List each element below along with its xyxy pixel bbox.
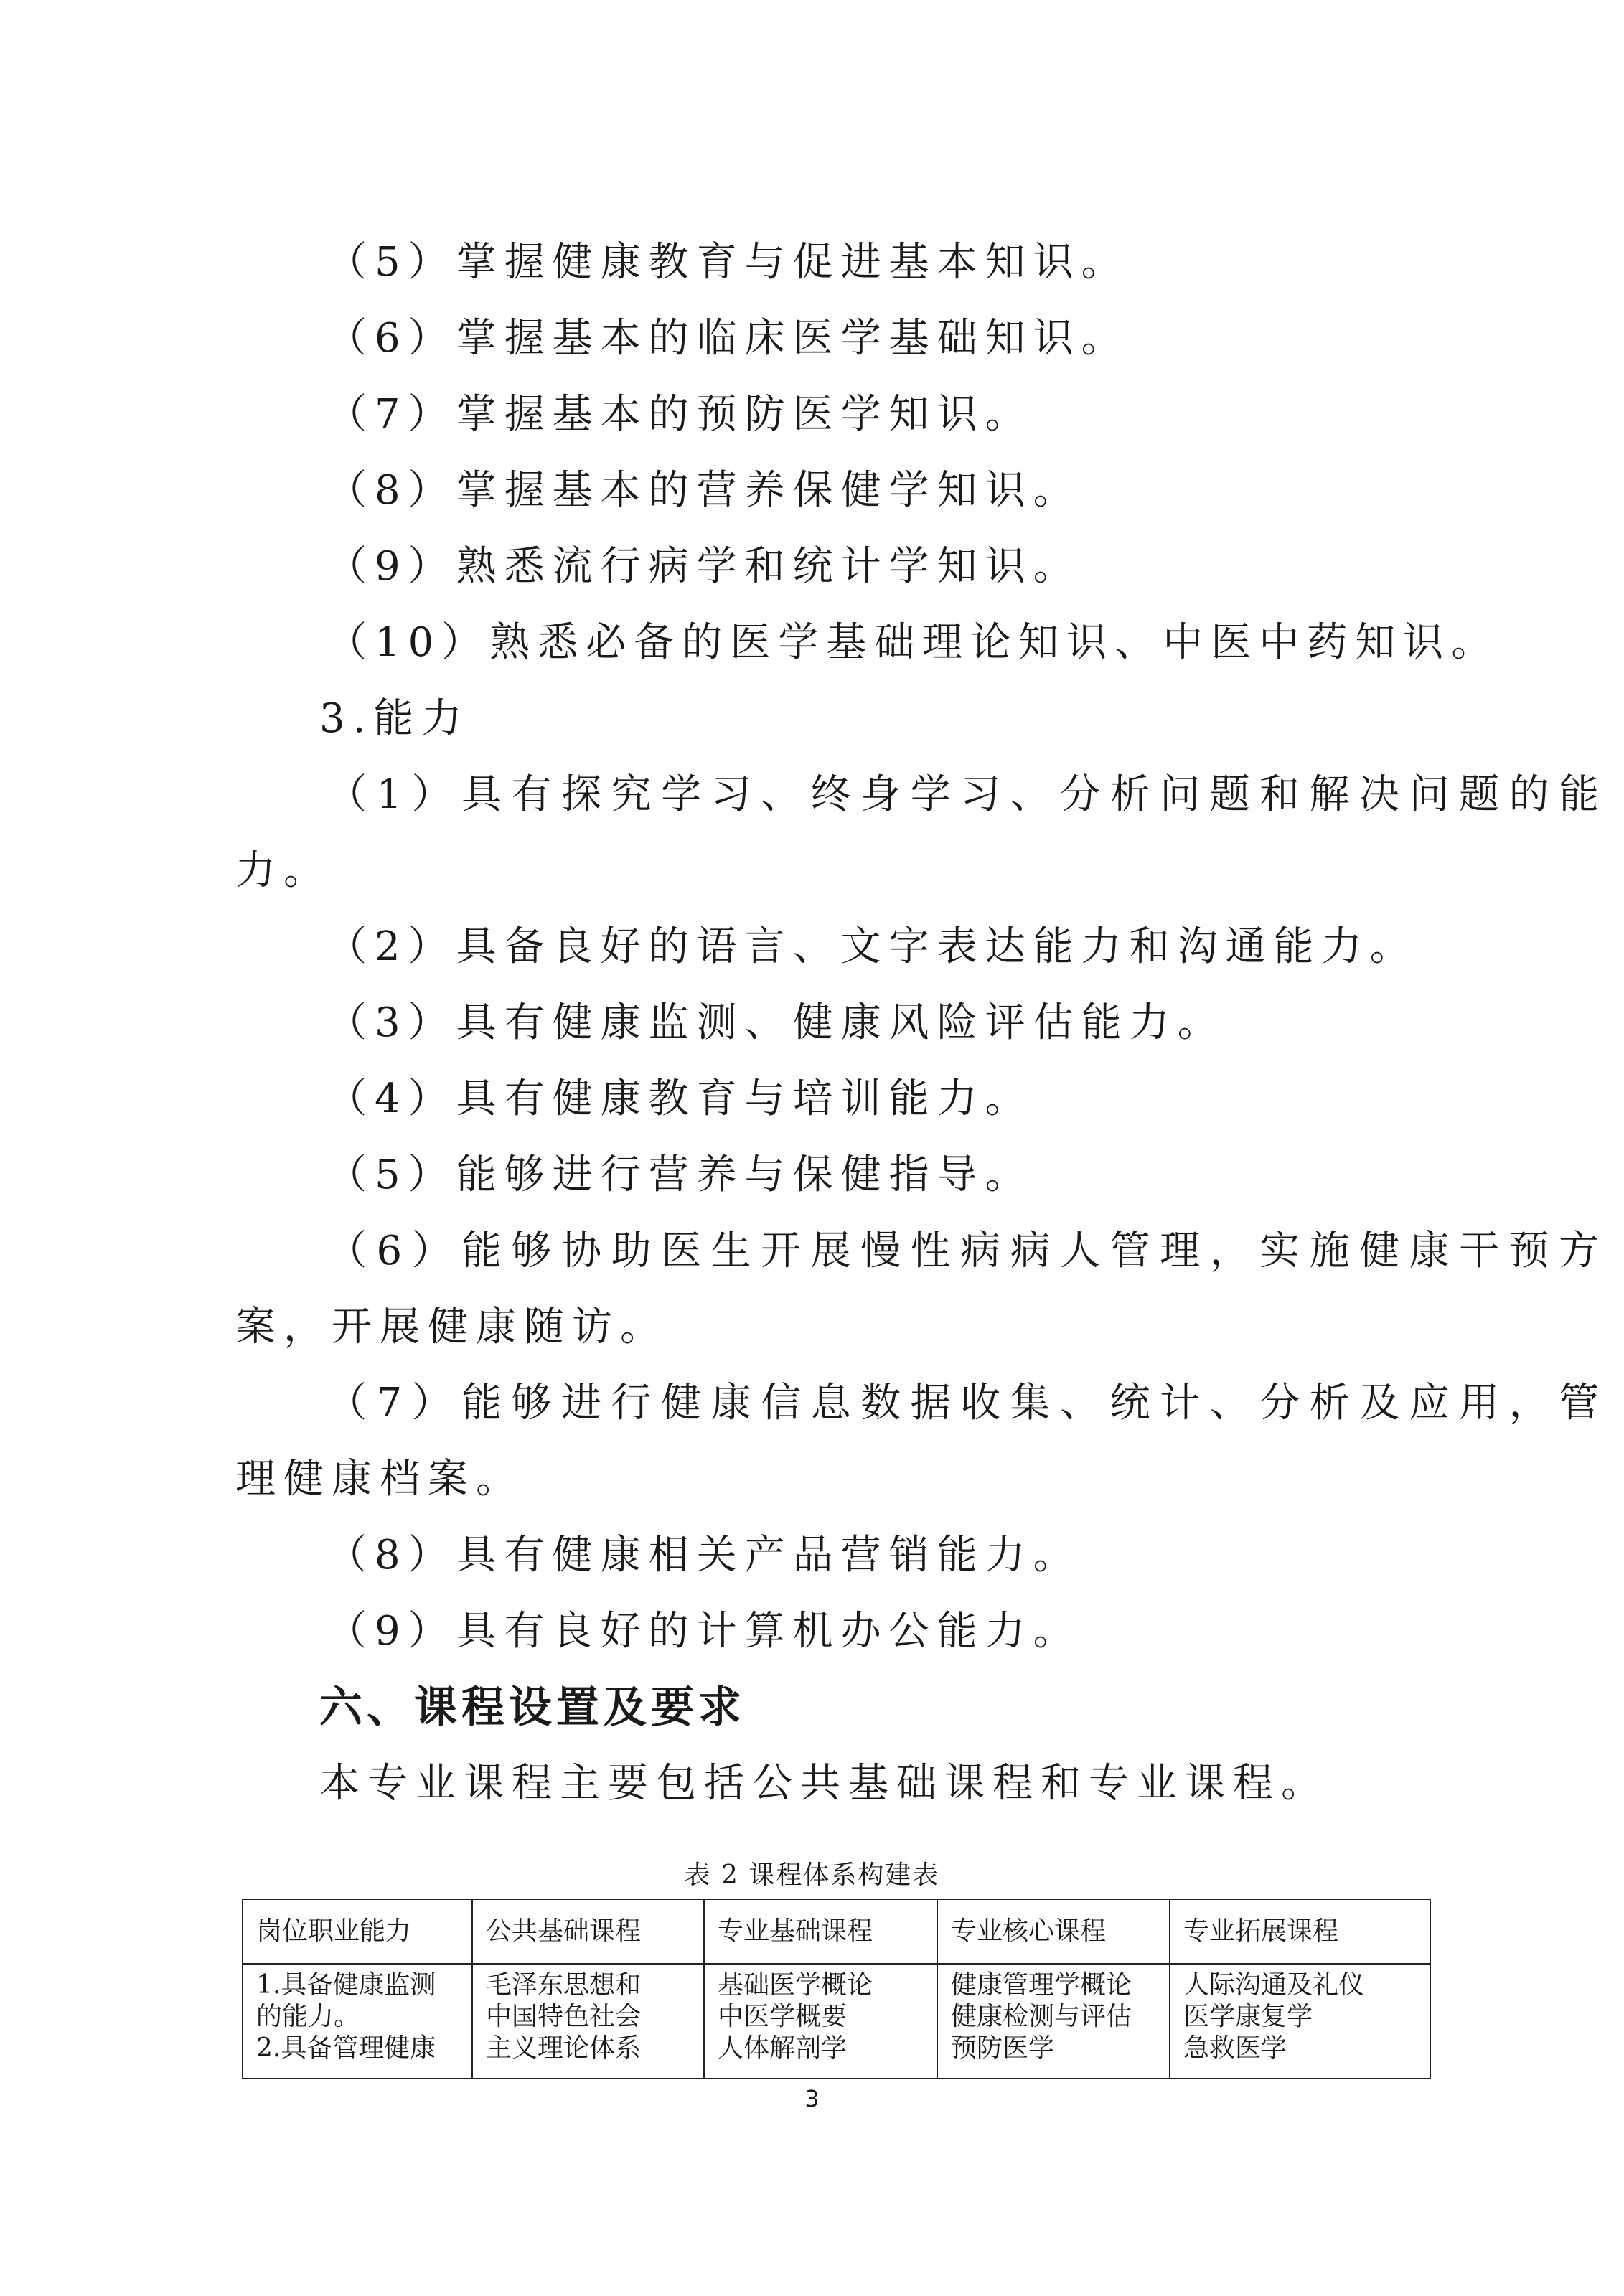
cell-line: 的能力。 [256,2002,360,2031]
header-professional-core-courses: 专业核心课程 [937,1899,1170,1964]
knowledge-item-8: （8）掌握基本的营养保健学知识。 [327,467,1081,514]
ability-item-8: （8）具有健康相关产品营销能力。 [327,1532,1081,1578]
ability-item-6-line-1: （6）能够协助医生开展慢性病病人管理，实施健康干预方 [327,1228,1609,1274]
cell-line: 2.具备管理健康 [256,2033,436,2063]
cell-line: 健康检测与评估 [951,2002,1132,2031]
ability-item-1-line-2: 力。 [235,847,332,894]
header-job-ability: 岗位职业能力 [243,1899,472,1964]
header-public-basic-courses: 公共基础课程 [472,1899,704,1964]
cell-line: 人体解剖学 [718,2033,848,2063]
ability-item-3: （3）具有健康监测、健康风险评估能力。 [327,999,1226,1046]
cell-line: 中医学概要 [718,2002,848,2031]
table-header-row [243,1899,1430,1964]
ability-item-7-line-1: （7）能够进行健康信息数据收集、统计、分析及应用，管 [327,1380,1609,1426]
ability-item-4: （4）具有健康教育与培训能力。 [327,1076,1033,1122]
section-intro: 本专业课程主要包括公共基础课程和专业课程。 [319,1760,1329,1807]
cell-line: 急救医学 [1183,2033,1287,2063]
section-heading: 六、课程设置及要求 [319,1683,746,1733]
cell-line: 医学康复学 [1183,2002,1313,2031]
knowledge-item-6: （6）掌握基本的临床医学基础知识。 [327,315,1130,362]
ability-item-1-line-1: （1）具有探究学习、终身学习、分析问题和解决问题的能 [327,771,1609,818]
ability-subheading: 3.能力 [319,695,470,742]
ability-item-6-line-2: 案，开展健康随访。 [235,1304,668,1350]
cell-professional-basic-courses [704,1964,937,2079]
cell-public-basic-courses [472,1964,704,2079]
header-professional-basic-courses: 专业基础课程 [704,1899,937,1964]
knowledge-item-10: （10）熟悉必备的医学基础理论知识、中医中药知识。 [327,619,1500,666]
cell-job-ability [243,1964,472,2079]
cell-line: 预防医学 [951,2033,1055,2063]
course-system-table [242,1899,1431,2079]
cell-line: 1.具备健康监测 [256,1970,436,2000]
cell-professional-core-courses [937,1964,1170,2079]
table-caption: 表 2 课程体系构建表 [684,1860,940,1890]
page-number: 3 [804,2085,820,2112]
cell-line: 毛泽东思想和 [486,1970,642,2000]
ability-item-9: （9）具有良好的计算机办公能力。 [327,1608,1081,1655]
knowledge-item-9: （9）熟悉流行病学和统计学知识。 [327,543,1081,590]
knowledge-item-5: （5）掌握健康教育与促进基本知识。 [327,239,1130,286]
cell-line: 人际沟通及礼仪 [1183,1970,1365,2000]
ability-item-5: （5）能够进行营养与保健指导。 [327,1152,1033,1198]
ability-item-7-line-2: 理健康档案。 [235,1456,524,1502]
header-professional-extension-courses: 专业拓展课程 [1170,1899,1430,1964]
cell-line: 主义理论体系 [486,2033,642,2063]
knowledge-item-7: （7）掌握基本的预防医学知识。 [327,391,1033,438]
ability-item-2: （2）具备良好的语言、文字表达能力和沟通能力。 [327,923,1418,970]
cell-line: 中国特色社会 [486,2002,642,2031]
cell-professional-extension-courses [1170,1964,1430,2079]
table-row [243,1964,1430,2079]
cell-line: 健康管理学概论 [951,1970,1132,2000]
cell-line: 基础医学概论 [718,1970,873,2000]
